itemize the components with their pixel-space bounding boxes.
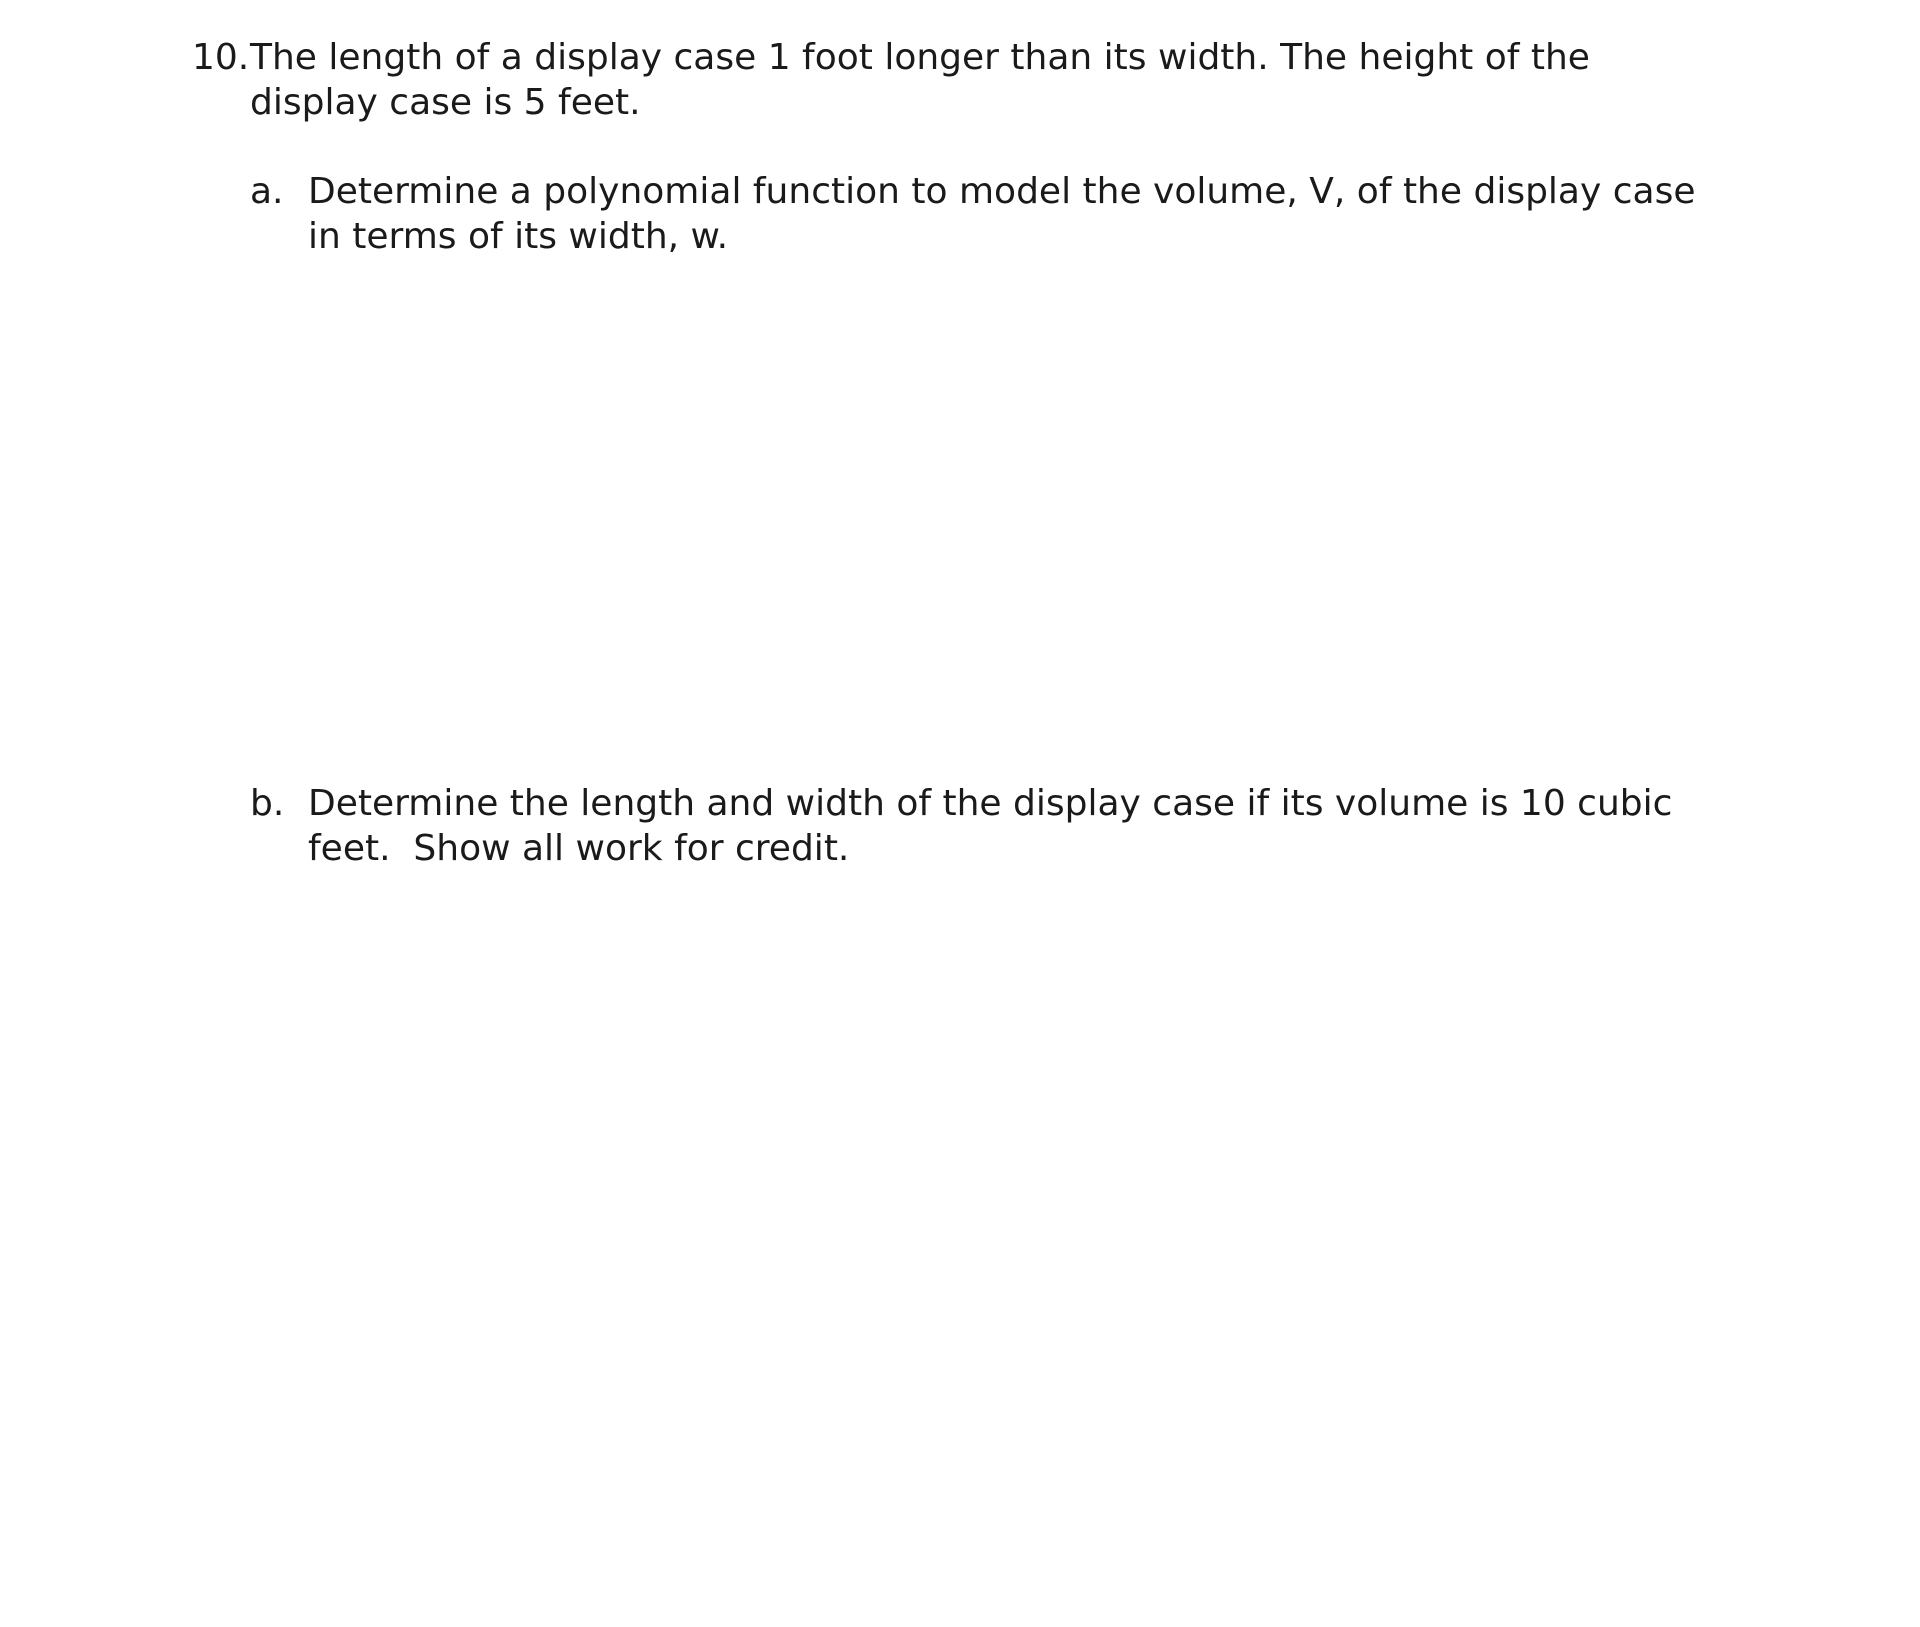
part-b — [250, 781, 1720, 871]
part-a-letter: a. — [250, 171, 284, 212]
part-a-text: Determine a polynomial function to model the volume, V, of the display case in terms of its width, w. — [308, 171, 1696, 257]
part-a — [250, 169, 1720, 259]
question-10 — [192, 35, 1712, 125]
question-number: 10. — [192, 37, 250, 78]
part-b-answer-space — [308, 877, 1720, 1577]
question-text: The length of a display case 1 foot longer than its width. The height of the display case is 5 feet. — [250, 37, 1590, 123]
part-b-letter: b. — [250, 783, 285, 824]
part-b-text: Determine the length and width of the display case if its volume is 10 cubic feet. Show all work for credit. — [308, 783, 1673, 869]
part-a-answer-space — [308, 265, 1720, 765]
